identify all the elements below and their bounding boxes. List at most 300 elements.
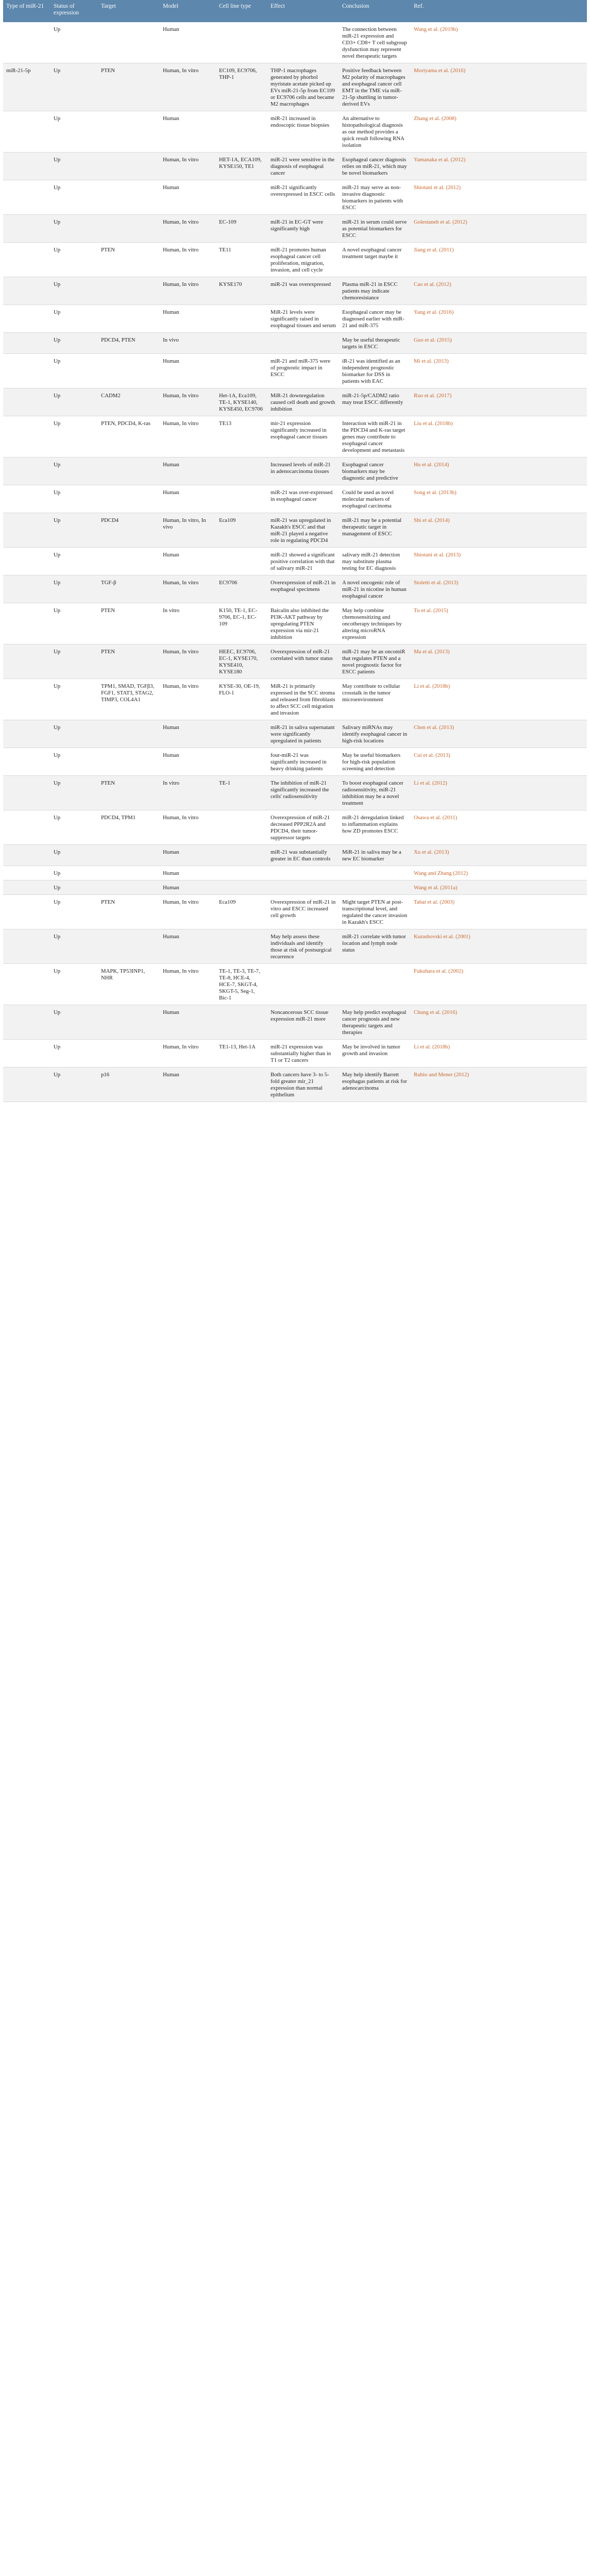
cell-status: Up [50,810,98,845]
table-row [3,845,587,866]
cell-ref[interactable]: Zhang et al. (2008) [411,111,587,152]
cell-type [3,880,50,895]
cell-type [3,277,50,305]
cell-conclusion: miR-21 in serum could serve as potential biomarkers for ESCC [339,215,411,243]
cell-ref[interactable]: Li et al. (2018b) [411,679,587,720]
cell-type [3,1067,50,1102]
cell-effect [267,964,339,1005]
header-type: Type of miR-21 [3,0,50,22]
cell-status: Up [50,416,98,457]
cell-status: Up [50,866,98,880]
cell-model: In vivo [160,333,216,354]
data-table [3,0,587,1102]
cell-effect: Overexpression of miR-21 correlated with tumor status [267,645,339,679]
cell-effect [267,22,339,63]
cell-line: KYSE-30, OE-19, FLO-1 [216,679,267,720]
cell-type [3,776,50,810]
cell-line: TE13 [216,416,267,457]
cell-effect: miR-21 increased in endoscopic tissue biopsies [267,111,339,152]
cell-conclusion: To boost esophageal cancer radiosensitivity, miR-21 inhibition may be a novel treatment [339,776,411,810]
cell-conclusion: May help predict esophageal cancer prognosis and new therapeutic targets and therapies [339,1005,411,1040]
cell-type: miR-21-5p [3,63,50,111]
cell-target: PDCD4, PTEN [98,333,160,354]
header-status: Status of expression [50,0,98,22]
cell-model: In vitro [160,776,216,810]
cell-model: Human, In vitro [160,416,216,457]
table-row [3,457,587,485]
table-row [3,720,587,748]
cell-conclusion: miR-21 may be an oncomiR that regulates PTEN and a novel prognostic factor for ESCC patients [339,645,411,679]
cell-conclusion: May be useful biomarkers for high-risk population screening and detection [339,748,411,776]
cell-target [98,152,160,180]
header-model: Model [160,0,216,22]
table-body [3,22,587,1102]
cell-ref[interactable]: Li et al. (2012) [411,776,587,810]
table-row [3,895,587,929]
cell-status: Up [50,679,98,720]
cell-line: HET-1A, ECA109, KYSE150, TE1 [216,152,267,180]
cell-target [98,548,160,575]
cell-effect: miR-21 was overexpressed [267,277,339,305]
cell-target [98,485,160,513]
cell-type [3,388,50,416]
cell-line [216,1067,267,1102]
cell-target [98,720,160,748]
cell-ref[interactable]: Shi et al. (2014) [411,513,587,548]
cell-conclusion: Plasma miR-21 in ESCC patients may indicate chemoresistance [339,277,411,305]
cell-status: Up [50,548,98,575]
table-row [3,645,587,679]
cell-effect: Noncancerous SCC tissue expression miR-21 more [267,1005,339,1040]
cell-type [3,895,50,929]
cell-ref[interactable]: Ma et al. (2013) [411,645,587,679]
table-row [3,354,587,388]
cell-target: PTEN [98,63,160,111]
cell-target: TPM1, SMAD, TGFβ3, FGF1, STAT3, STAG2, TIMP3, COL4A1 [98,679,160,720]
cell-line: KYSE170 [216,277,267,305]
cell-type [3,305,50,333]
cell-conclusion: The connection between miR-21 expression and CD3+ CD8+ T cell subgroup dysfunction may represent novel therapeutic targets [339,22,411,63]
cell-type [3,866,50,880]
table-row [3,748,587,776]
cell-model: Human [160,929,216,964]
table-row [3,180,587,215]
cell-type [3,810,50,845]
cell-effect: Baicalin also inhibited the PI3K-AKT pathway by upregulating PTEN expression via mir-21 inhibition [267,603,339,645]
cell-type [3,603,50,645]
cell-status: Up [50,111,98,152]
table-row [3,880,587,895]
table-row [3,215,587,243]
cell-ref[interactable]: Li et al. (2018b) [411,1040,587,1067]
cell-line: Het-1A, Eca109, TE-1, KYSE140, KYSE450, EC9706 [216,388,267,416]
cell-ref[interactable]: Wang et al. (2019b) [411,22,587,63]
cell-effect: miR-21 promotes human esophageal cancer cell proliferation, migration, invasion, and cell cycle [267,243,339,277]
cell-line [216,810,267,845]
table-row [3,152,587,180]
cell-status: Up [50,22,98,63]
cell-line [216,333,267,354]
cell-target: PDCD4 [98,513,160,548]
cell-conclusion: MiR-21 in saliva may be a new EC biomarker [339,845,411,866]
table-row [3,416,587,457]
cell-model: Human, In vitro [160,679,216,720]
cell-conclusion: salivary miR-21 detection may substitute plasma testing for EC diagnosis [339,548,411,575]
cell-ref[interactable]: Xu et al. (2013) [411,845,587,866]
cell-model: Human [160,354,216,388]
cell-ref[interactable]: Yamanaka et al. (2012) [411,152,587,180]
cell-ref[interactable]: Golestaneh et al. (2012) [411,215,587,243]
cell-ref[interactable]: Ruo et al. (2017) [411,388,587,416]
cell-line: EC109, EC9706, THP-1 [216,63,267,111]
cell-line [216,929,267,964]
cell-target [98,1005,160,1040]
cell-type [3,333,50,354]
cell-line [216,720,267,748]
cell-ref[interactable]: Osawa et al. (2011) [411,810,587,845]
cell-status: Up [50,152,98,180]
cell-target: PTEN [98,895,160,929]
cell-effect: miR-21 in saliva supernatant were significantly upregulated in patients [267,720,339,748]
cell-effect [267,333,339,354]
cell-status: Up [50,354,98,388]
cell-target: TGF-β [98,575,160,603]
cell-model: Human [160,1067,216,1102]
cell-conclusion: A novel esophageal cancer treatment target maybe it [339,243,411,277]
cell-conclusion [339,964,411,1005]
cell-line [216,548,267,575]
cell-line [216,748,267,776]
cell-line: EC-109 [216,215,267,243]
cell-ref[interactable]: Stoletti et al. (2013) [411,575,587,603]
cell-conclusion: An alternative to histopathological diagnosis as our method provides a quick result following RNA isolation [339,111,411,152]
cell-ref[interactable]: Kurashovski et al. (2001) [411,929,587,964]
cell-status: Up [50,63,98,111]
cell-ref[interactable]: Shiotani et al. (2013) [411,548,587,575]
cell-type [3,720,50,748]
header-conclusion: Conclusion [339,0,411,22]
cell-target: PTEN [98,645,160,679]
cell-type [3,679,50,720]
cell-conclusion: iR-21 was identified as an independent prognostic biomarker for DSS in patients with EAC [339,354,411,388]
cell-model: Human, In vitro [160,152,216,180]
cell-target [98,929,160,964]
header-target: Target [98,0,160,22]
cell-type [3,215,50,243]
cell-target: PTEN [98,603,160,645]
cell-conclusion: Positive feedback between M2 polarity of macrophages and esophageal cancer cell EMT in the TME via miR-21-5p shuttling in tumor-derived EVs [339,63,411,111]
cell-effect: Increased levels of miR-21 in adenocarcinoma tissues [267,457,339,485]
cell-model: Human, In vitro [160,1040,216,1067]
table-row [3,575,587,603]
cell-type [3,929,50,964]
table-row [3,513,587,548]
cell-model: Human [160,305,216,333]
cell-model: Human, In vitro [160,63,216,111]
cell-status: Up [50,845,98,866]
cell-effect: MiR-21 downregulation caused cell death and growth inhibition [267,388,339,416]
cell-model: Human, In vitro [160,964,216,1005]
cell-type [3,1005,50,1040]
cell-status: Up [50,1040,98,1067]
table-row [3,603,587,645]
cell-type [3,457,50,485]
cell-type [3,845,50,866]
cell-ref[interactable]: Wang and Zhang (2012) [411,866,587,880]
table-row [3,22,587,63]
cell-ref[interactable]: Guo et al. (2015) [411,333,587,354]
table-row [3,866,587,880]
cell-conclusion: miR-21-5p/CADM2 ratio may treat ESCC differently [339,388,411,416]
cell-type [3,152,50,180]
cell-type [3,1040,50,1067]
table-row [3,333,587,354]
cell-type [3,645,50,679]
cell-ref[interactable]: Cui et al. (2013) [411,748,587,776]
cell-line: HEEC, EC9706, EC-1, KYSE170, KYSE410, KYSE180 [216,645,267,679]
cell-effect: Overexpression of miR-21 in vitro and ESCC increased cell growth [267,895,339,929]
cell-status: Up [50,388,98,416]
cell-line [216,845,267,866]
cell-target [98,880,160,895]
cell-type [3,964,50,1005]
cell-model: Human, In vitro [160,645,216,679]
header-cell-line: Cell line type [216,0,267,22]
header-ref: Ref. [411,0,587,22]
cell-type [3,243,50,277]
cell-ref[interactable]: Tabat et al. (2003) [411,895,587,929]
cell-effect: miR-21 significantly overexpressed in ESCC cells [267,180,339,215]
cell-ref[interactable]: Yang et al. (2016) [411,305,587,333]
cell-effect: four-miR-21 was significantly increased in heavy drinking patients [267,748,339,776]
cell-type [3,513,50,548]
cell-ref[interactable]: Cao et al. (2012) [411,277,587,305]
table-row [3,1040,587,1067]
cell-target [98,305,160,333]
cell-conclusion: A novel oncogenic role of miR-21 in nicotine in human esophageal cancer [339,575,411,603]
cell-model: Human [160,111,216,152]
cell-model: Human [160,457,216,485]
cell-model: Human, In vitro [160,243,216,277]
cell-model: Human [160,748,216,776]
cell-status: Up [50,575,98,603]
cell-effect: miR-21 in EC-GT were significantly high [267,215,339,243]
cell-ref[interactable]: Shiotani et al. (2012) [411,180,587,215]
cell-status: Up [50,243,98,277]
table-row [3,111,587,152]
cell-target: CADM2 [98,388,160,416]
cell-ref[interactable]: Mi et al. (2013) [411,354,587,388]
cell-effect: miR-21 and miR-375 were of prognostic impact in ESCC [267,354,339,388]
cell-status: Up [50,277,98,305]
cell-status: Up [50,603,98,645]
cell-ref[interactable]: Wang et al. (2011a) [411,880,587,895]
cell-conclusion: miR-21 may serve as non-invasive diagnostic biomarkers in patients with ESCC [339,180,411,215]
cell-conclusion: Interaction with miR-21 in the PDCD4 and K-ras target genes may contribute to esophageal cancer development and metastasis [339,416,411,457]
cell-target [98,845,160,866]
cell-line: TE1-13, Het-1A [216,1040,267,1067]
cell-status: Up [50,720,98,748]
cell-type [3,354,50,388]
cell-model: Human [160,548,216,575]
cell-status: Up [50,645,98,679]
cell-type [3,575,50,603]
cell-target: p16 [98,1067,160,1102]
cell-line: Eca109 [216,895,267,929]
table-row [3,388,587,416]
table-row [3,305,587,333]
cell-model: Human [160,880,216,895]
cell-line [216,305,267,333]
cell-line [216,1005,267,1040]
cell-effect: Overexpression of miR-21 in esophageal specimens [267,575,339,603]
cell-effect: May help assess these individuals and identify those at risk of postsurgical recurrence [267,929,339,964]
cell-model: Human, In vitro [160,810,216,845]
cell-ref[interactable]: Song et al. (2013b) [411,485,587,513]
cell-target: PTEN, PDCD4, K-ras [98,416,160,457]
cell-effect: miR-21 expression was substantially higher than in T1 or T2 cancers [267,1040,339,1067]
cell-target [98,748,160,776]
cell-status: Up [50,880,98,895]
cell-type [3,416,50,457]
cell-effect: Overexpression of miR-21 decreased PPP2R2A and PDCD4, their tumor-suppressor targets [267,810,339,845]
cell-conclusion: miR-21 may be a potential therapeutic target in management of ESCC [339,513,411,548]
cell-conclusion: May help combine chemosensitizing and oncotherapy techniques by altering microRNA expression [339,603,411,645]
cell-ref[interactable]: Chen et al. (2013) [411,720,587,748]
cell-line [216,354,267,388]
cell-model: Human, In vitro [160,575,216,603]
cell-conclusion: Might target PTEN at post-transcriptional level, and regulated the cancer invasion in Kazakh's ESCC [339,895,411,929]
cell-status: Up [50,513,98,548]
cell-type [3,748,50,776]
cell-line: TE-1, TE-3, TE-7, TE-8, HCE-4, HCE-7, SKGT-4, SKGT-5, Seg-1, Bic-1 [216,964,267,1005]
cell-status: Up [50,1005,98,1040]
cell-effect: miR-21 was upregulated in Kazakh's ESCC and that miR-21 played a negative role in regulating PDCD4 [267,513,339,548]
cell-conclusion: May be useful therapeutic targets in ESCC [339,333,411,354]
cell-effect: THP-1 macrophages generated by phorbol myristate acetate picked up EVs miR-21-5p from EC109 or EC9706 cells and became M2 macrophages [267,63,339,111]
cell-model: Human [160,180,216,215]
cell-ref[interactable]: Jiang et al. (2011) [411,243,587,277]
cell-status: Up [50,457,98,485]
cell-line: K150, TE-1, EC-9706, EC-1, EC-109 [216,603,267,645]
cell-target [98,22,160,63]
cell-line: TE-1 [216,776,267,810]
cell-status: Up [50,964,98,1005]
cell-line: EC9706 [216,575,267,603]
cell-target [98,457,160,485]
cell-conclusion: Could be used as novel molecular markers of esophageal carcinoma [339,485,411,513]
cell-model: Human, In vitro [160,277,216,305]
table-row [3,1067,587,1102]
cell-ref[interactable]: Rubio and Mener (2012) [411,1067,587,1102]
cell-effect: miR-21 showed a significant positive correlation with that of salivary miR-21 [267,548,339,575]
cell-effect: MiR-21 is primarily expressed in the SCC stroma and released from fibroblasts to affect SCC cell migration and invasion [267,679,339,720]
cell-conclusion: May help identify Barrett esophagus patients at risk for adenocarcinoma [339,1067,411,1102]
cell-effect [267,880,339,895]
cell-model: Human, In vitro [160,215,216,243]
cell-target: PTEN [98,776,160,810]
table-row [3,964,587,1005]
cell-type [3,180,50,215]
table-row [3,485,587,513]
cell-model: Human [160,720,216,748]
cell-type [3,22,50,63]
cell-effect: MiR-21 levels were significantly raised in esophageal tissues and serum [267,305,339,333]
cell-line: Eca109 [216,513,267,548]
cell-status: Up [50,776,98,810]
cell-type [3,111,50,152]
cell-effect: miR-21 were sensitive in the diagnosis of esophageal cancer [267,152,339,180]
cell-line [216,22,267,63]
cell-status: Up [50,748,98,776]
table-row [3,548,587,575]
cell-line: TE11 [216,243,267,277]
table-row [3,776,587,810]
cell-type [3,548,50,575]
cell-ref[interactable]: Tu et al. (2015) [411,603,587,645]
table-row [3,679,587,720]
cell-target [98,180,160,215]
cell-model: In vitro [160,603,216,645]
cell-status: Up [50,929,98,964]
cell-status: Up [50,1067,98,1102]
cell-ref[interactable]: Fukuhara et al. (2002) [411,964,587,1005]
cell-line [216,180,267,215]
cell-model: Human [160,1005,216,1040]
cell-conclusion [339,880,411,895]
cell-status: Up [50,305,98,333]
cell-conclusion: Salivary miRNAs may identify esophageal cancer in high-risk locations [339,720,411,748]
cell-target [98,1040,160,1067]
cell-target [98,866,160,880]
cell-target [98,354,160,388]
cell-status: Up [50,895,98,929]
cell-target [98,111,160,152]
cell-line [216,880,267,895]
cell-conclusion: Esophageal cancer may be diagnosed earlier with miR-21 and miR-375 [339,305,411,333]
cell-conclusion: May be involved in tumor growth and invasion [339,1040,411,1067]
cell-effect: mir-21 expression significantly increased in esophageal cancer tissues [267,416,339,457]
cell-line [216,457,267,485]
table-row [3,1005,587,1040]
cell-type [3,485,50,513]
cell-status: Up [50,215,98,243]
cell-model: Human, In vitro [160,388,216,416]
table-row [3,810,587,845]
cell-status: Up [50,180,98,215]
cell-target [98,215,160,243]
cell-conclusion: May contribute to cellular crosstalk in the tumor microenvironment [339,679,411,720]
cell-conclusion [339,866,411,880]
table-row [3,277,587,305]
cell-conclusion: Esophageal cancer diagnosis relies on miR-21, which may be novel biomarkers [339,152,411,180]
cell-conclusion: miR-21 correlate with tumor location and lymph node status [339,929,411,964]
table-row [3,243,587,277]
cell-target [98,277,160,305]
cell-model: Human [160,485,216,513]
cell-effect: Both cancers have 3- to 5-fold greater mir_21 expression than normal epithelium [267,1067,339,1102]
cell-line [216,111,267,152]
cell-ref[interactable]: Hu et al. (2014) [411,457,587,485]
cell-line [216,485,267,513]
cell-ref[interactable]: Moriyama et al. (2016) [411,63,587,111]
header-effect: Effect [267,0,339,22]
cell-ref[interactable]: Liu et al. (2018b) [411,416,587,457]
cell-status: Up [50,333,98,354]
cell-status: Up [50,485,98,513]
cell-ref[interactable]: Chung et al. (2016) [411,1005,587,1040]
cell-model: Human [160,866,216,880]
